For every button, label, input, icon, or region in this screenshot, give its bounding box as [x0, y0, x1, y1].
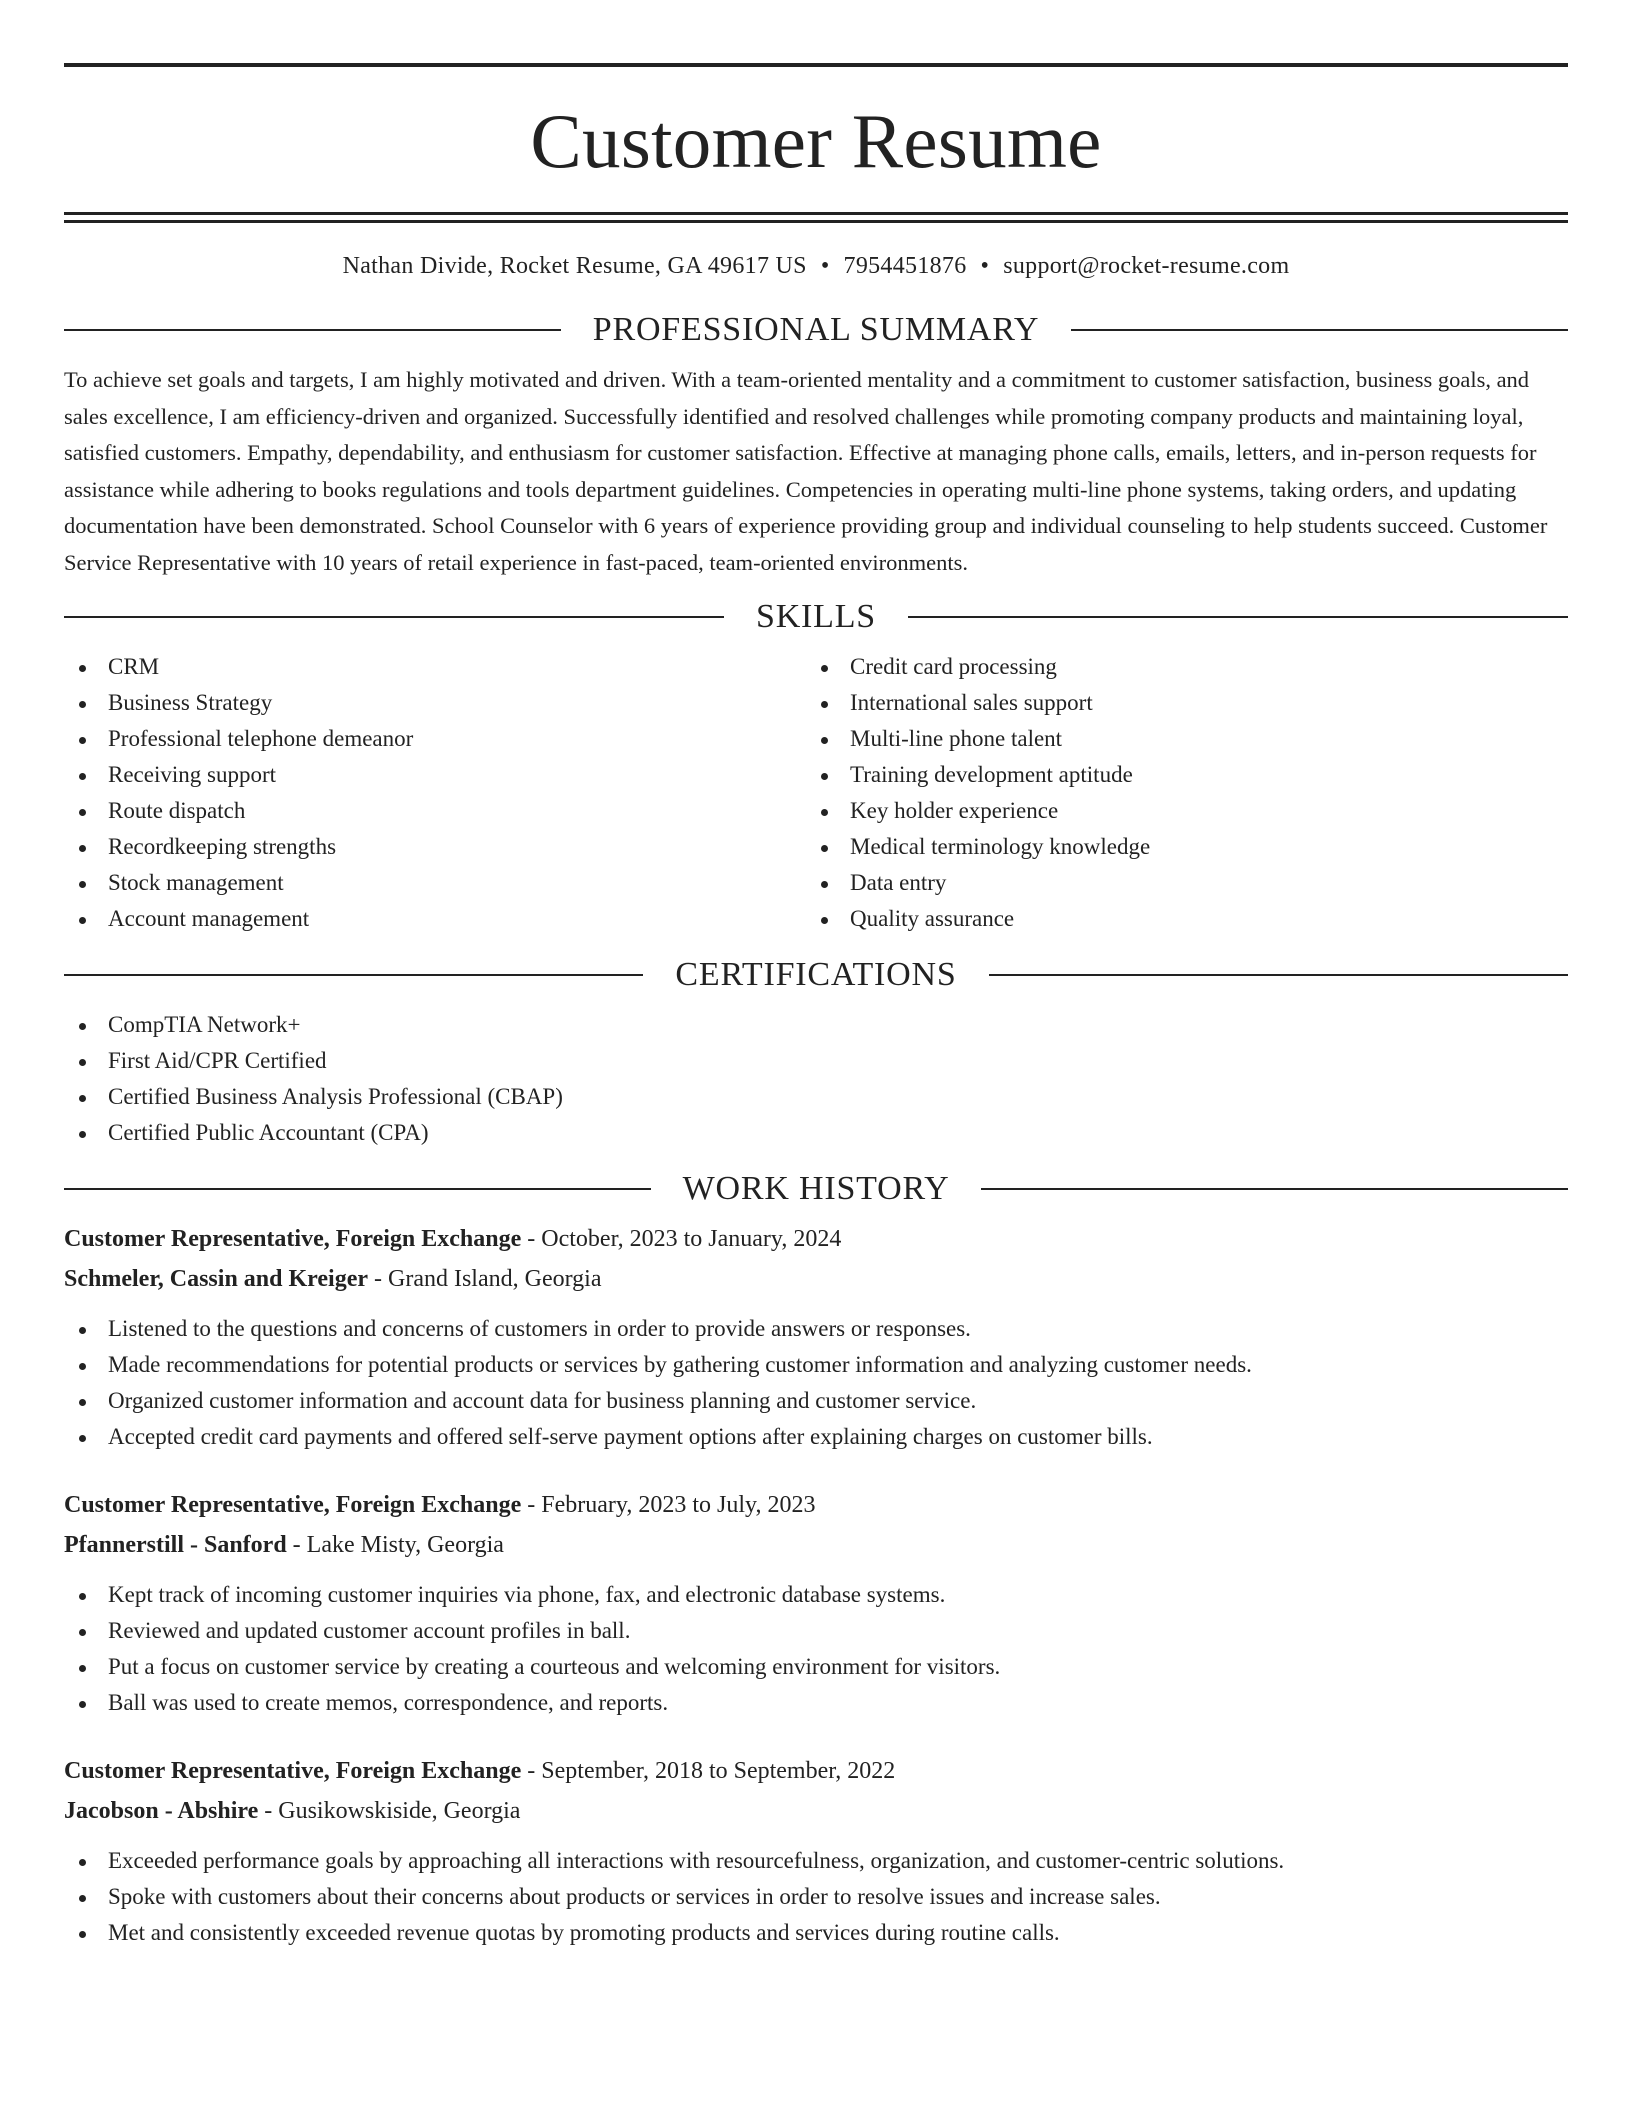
skill-item: Business Strategy — [64, 685, 806, 721]
job-company: Schmeler, Cassin and Kreiger — [64, 1266, 368, 1292]
job-company-line — [64, 1259, 1568, 1299]
job-location: - Gusikowskiside, Georgia — [258, 1798, 521, 1824]
job-duty: Reviewed and updated customer account profiles in ball. — [64, 1613, 1568, 1649]
job-entry — [64, 1485, 1568, 1721]
contact-separator: • — [980, 253, 990, 279]
job-duty: Kept track of incoming customer inquiries via phone, fax, and electronic database systems. — [64, 1577, 1568, 1613]
section-rule-right — [908, 616, 1568, 618]
skill-item: Recordkeeping strengths — [64, 829, 806, 865]
job-duty: Ball was used to create memos, correspondence, and reports. — [64, 1685, 1568, 1721]
resume-page — [0, 63, 1632, 2112]
job-duty: Spoke with customers about their concerns about products or services in order to resolve issues and increase sales. — [64, 1879, 1568, 1915]
job-duty: Made recommendations for potential products or services by gathering customer information and analyzing customer needs. — [64, 1347, 1568, 1383]
skill-item: CRM — [64, 649, 806, 685]
section-rule-right — [1071, 329, 1568, 331]
job-duty: Met and consistently exceeded revenue quotas by promoting products and services during routine calls. — [64, 1915, 1568, 1951]
title-top-rule — [64, 63, 1568, 67]
section-rule-left — [64, 329, 561, 331]
job-duties-list — [64, 1577, 1568, 1721]
contact-separator: • — [820, 253, 830, 279]
job-duty: Listened to the questions and concerns of customers in order to provide answers or responses. — [64, 1311, 1568, 1347]
certifications-heading: CERTIFICATIONS — [675, 956, 957, 993]
skill-item: Multi-line phone talent — [806, 721, 1548, 757]
job-dates: - October, 2023 to January, 2024 — [521, 1226, 842, 1252]
skill-item: Training development aptitude — [806, 757, 1548, 793]
section-rule-left — [64, 974, 643, 976]
skill-item: Medical terminology knowledge — [806, 829, 1548, 865]
skill-item: Data entry — [806, 865, 1548, 901]
summary-heading: PROFESSIONAL SUMMARY — [592, 311, 1040, 348]
contact-phone: 7954451876 — [843, 253, 967, 279]
section-rule-right — [989, 974, 1568, 976]
skills-list — [64, 649, 1568, 937]
certification-item: Certified Business Analysis Professional (CBAP) — [64, 1079, 1568, 1115]
job-company: Jacobson - Abshire — [64, 1798, 259, 1824]
section-rule-right — [981, 1188, 1568, 1190]
job-duty: Organized customer information and account data for business planning and customer service. — [64, 1383, 1568, 1419]
job-duty: Exceeded performance goals by approaching all interactions with resourcefulness, organization, and customer-centric solutions. — [64, 1843, 1568, 1879]
job-company-line — [64, 1525, 1568, 1565]
job-entry — [64, 1751, 1568, 1951]
contact-address: Nathan Divide, Rocket Resume, GA 49617 US — [342, 253, 807, 279]
skills-column-left — [64, 649, 806, 937]
summary-text: To achieve set goals and targets, I am highly motivated and driven. With a team-oriented mentality and a commitment to customer satisfaction, business goals, and sales excellence, I am efficiency-driven and organized. Successfully identified and resolved challenges while promoting company products and maintaining loyal, satisfied customers. Empathy, dependability, and enthusiasm for customer satisfaction. Effective at managing phone calls, emails, letters, and in-person requests for assistance while adhering to books regulations and tools department guidelines. Competencies in operating multi-line phone systems, taking orders, and updating documentation have been demonstrated. School Counselor with 6 years of experience providing group and individual counseling to help students succeed. Customer Service Representative with 10 years of retail experience in fast-paced, team-oriented environments. — [64, 367, 1548, 575]
job-title-line — [64, 1219, 1568, 1259]
skills-section-header — [64, 597, 1568, 637]
work-history-heading: WORK HISTORY — [682, 1170, 950, 1207]
skill-item: Route dispatch — [64, 793, 806, 829]
certifications-section-header — [64, 955, 1568, 995]
skills-column-right — [806, 649, 1548, 937]
job-duties-list — [64, 1843, 1568, 1951]
job-dates: - February, 2023 to July, 2023 — [521, 1492, 816, 1518]
skills-heading: SKILLS — [755, 598, 877, 635]
job-title-line — [64, 1485, 1568, 1525]
contact-email: support@rocket-resume.com — [1003, 253, 1290, 279]
skill-item: Stock management — [64, 865, 806, 901]
certification-item: CompTIA Network+ — [64, 1007, 1568, 1043]
job-title: Customer Representative, Foreign Exchange — [64, 1758, 522, 1784]
skill-item: Receiving support — [64, 757, 806, 793]
title-bottom-double-rule — [64, 212, 1568, 223]
work-history-section-header — [64, 1169, 1568, 1209]
section-rule-left — [64, 616, 724, 618]
contact-line — [64, 251, 1568, 281]
job-company-line — [64, 1791, 1568, 1831]
skill-item: Key holder experience — [806, 793, 1548, 829]
job-title: Customer Representative, Foreign Exchange — [64, 1226, 522, 1252]
certifications-list — [64, 1007, 1568, 1151]
job-duty: Put a focus on customer service by creating a courteous and welcoming environment for visitors. — [64, 1649, 1568, 1685]
skill-item: Account management — [64, 901, 806, 937]
job-title: Customer Representative, Foreign Exchange — [64, 1492, 522, 1518]
certification-item: Certified Public Accountant (CPA) — [64, 1115, 1568, 1151]
job-entry — [64, 1219, 1568, 1455]
job-company: Pfannerstill - Sanford — [64, 1532, 287, 1558]
job-dates: - September, 2018 to September, 2022 — [521, 1758, 896, 1784]
skill-item: International sales support — [806, 685, 1548, 721]
job-location: - Grand Island, Georgia — [368, 1266, 602, 1292]
section-rule-left — [64, 1188, 651, 1190]
job-title-line — [64, 1751, 1568, 1791]
job-duties-list — [64, 1311, 1568, 1455]
job-duty: Accepted credit card payments and offered self-serve payment options after explaining charges on customer bills. — [64, 1419, 1568, 1455]
page-title: Customer Resume — [530, 98, 1102, 184]
summary-section-header — [64, 310, 1568, 350]
certification-item: First Aid/CPR Certified — [64, 1043, 1568, 1079]
skill-item: Credit card processing — [806, 649, 1548, 685]
skill-item: Quality assurance — [806, 901, 1548, 937]
skill-item: Professional telephone demeanor — [64, 721, 806, 757]
job-location: - Lake Misty, Georgia — [286, 1532, 504, 1558]
